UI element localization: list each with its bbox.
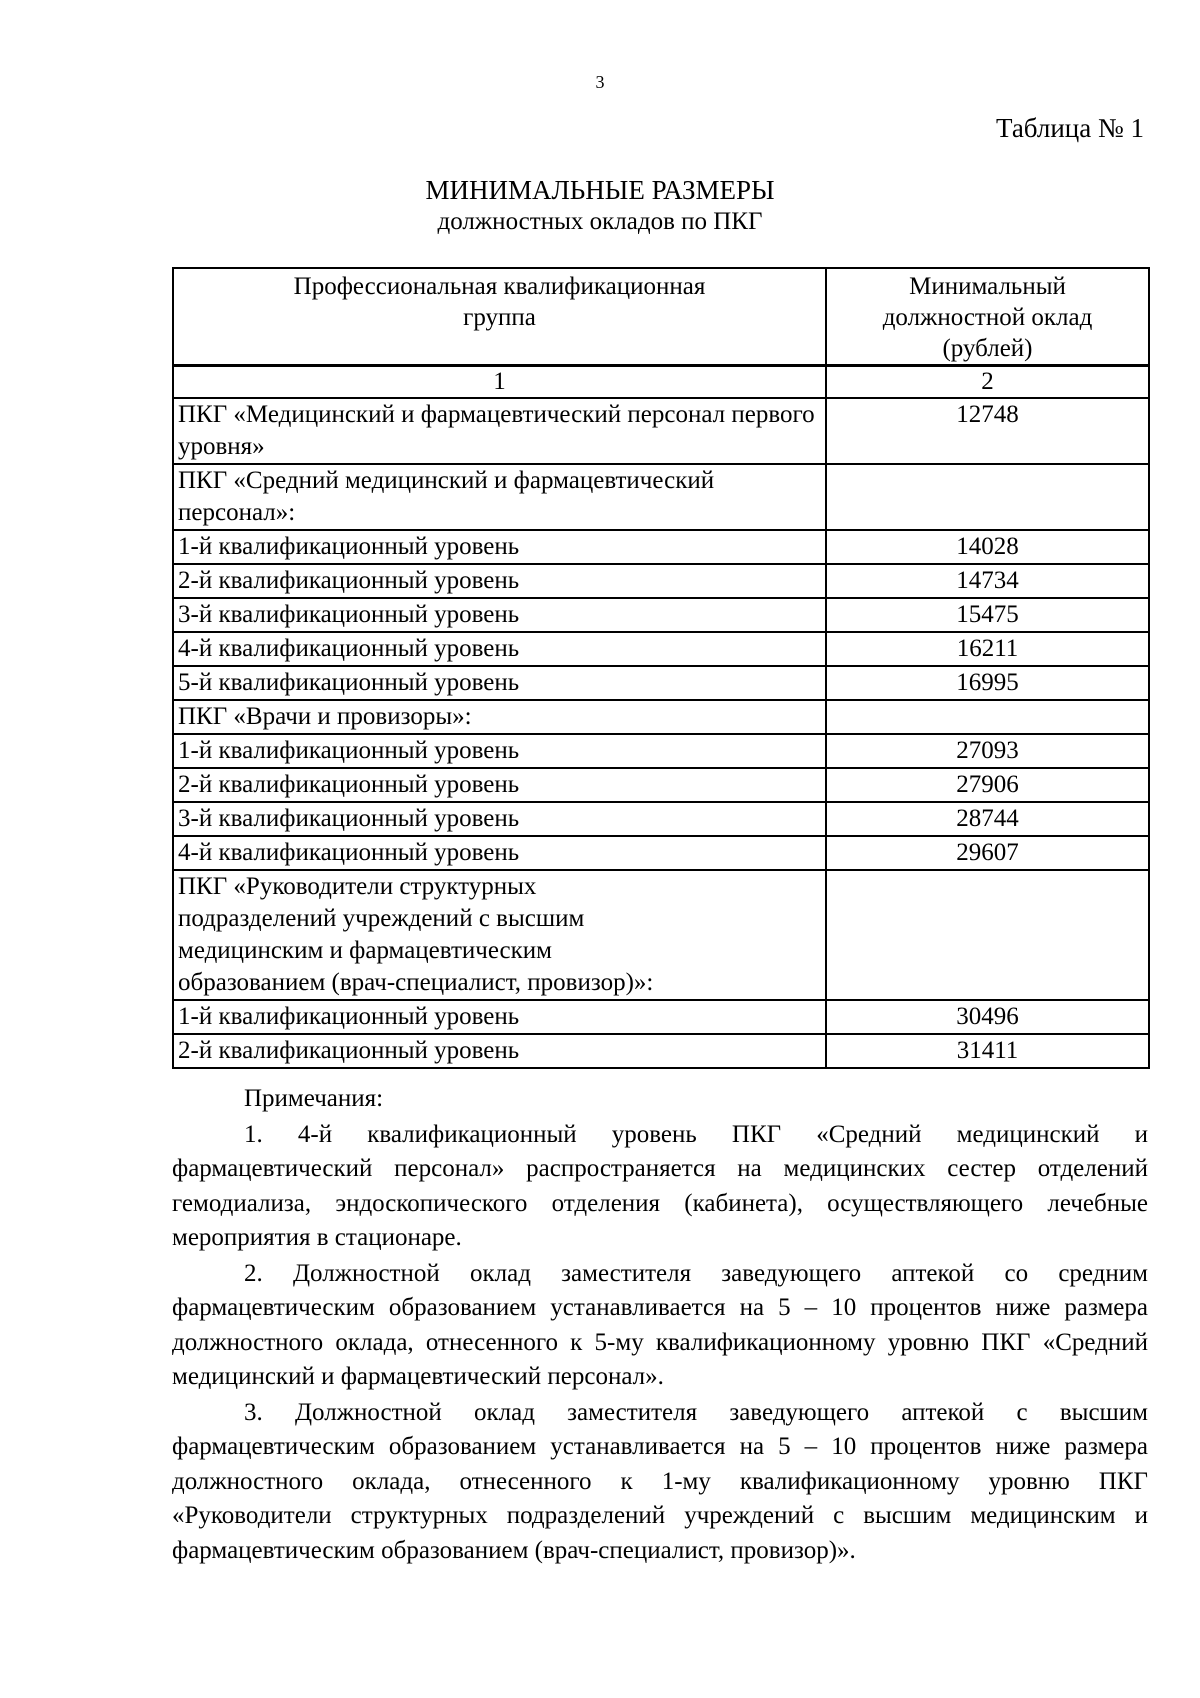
salary-cell: 30496 <box>826 1000 1149 1034</box>
table-row <box>173 530 1149 564</box>
salary-cell <box>826 870 1149 1000</box>
table-header-row <box>173 268 1149 366</box>
table-label: Таблица № 1 <box>996 113 1144 143</box>
page-number: 3 <box>595 72 605 92</box>
salary-cell: 14028 <box>826 530 1149 564</box>
table-row <box>173 870 1149 1000</box>
salary-cell: 16211 <box>826 632 1149 666</box>
note-item: 3. Должностной оклад заместителя заведующего аптекой с высшим фармацевтическим образованием устанавливается на 5 – 10 процентов ниже размера должностного оклада, отнесенного к 1-му квалификационному уровню ПКГ «Руководители структурных подразделений учреждений с высшим медицинским и фармацевтическим образованием (врач-специалист, провизор)». <box>172 1398 1148 1564</box>
table-row <box>173 1000 1149 1034</box>
table-row <box>173 734 1149 768</box>
table-row <box>173 598 1149 632</box>
group-cell: 1-й квалификационный уровень <box>173 530 826 564</box>
notes-title: Примечания: <box>244 1085 384 1112</box>
header-salary-column: Минимальный должностной оклад (рублей) <box>826 268 1149 366</box>
table-row <box>173 464 1149 530</box>
document-subtitle: должностных окладов по ПКГ <box>437 208 763 235</box>
salary-cell: 15475 <box>826 598 1149 632</box>
column-number-1: 1 <box>173 366 826 399</box>
salary-cell: 29607 <box>826 836 1149 870</box>
group-cell: 2-й квалификационный уровень <box>173 1034 826 1068</box>
notes-section <box>172 1082 1148 1569</box>
table-row <box>173 564 1149 598</box>
group-cell: 4-й квалификационный уровень <box>173 836 826 870</box>
salary-cell: 16995 <box>826 666 1149 700</box>
table-row <box>173 768 1149 802</box>
table-row <box>173 700 1149 734</box>
column-number-row <box>173 366 1149 399</box>
document-title: МИНИМАЛЬНЫЕ РАЗМЕРЫ <box>425 175 775 205</box>
salary-cell: 14734 <box>826 564 1149 598</box>
group-cell: 1-й квалификационный уровень <box>173 734 826 768</box>
group-cell: ПКГ «Медицинский и фармацевтический персонал первого уровня» <box>173 398 826 464</box>
salary-cell: 31411 <box>826 1034 1149 1068</box>
salary-cell: 27093 <box>826 734 1149 768</box>
salary-cell <box>826 700 1149 734</box>
group-cell: ПКГ «Средний медицинский и фармацевтический персонал»: <box>173 464 826 530</box>
group-cell: 1-й квалификационный уровень <box>173 1000 826 1034</box>
salary-cell <box>826 464 1149 530</box>
group-cell: ПКГ «Руководители структурных подразделений учреждений с высшим медицинским и фармацевтическим образованием (врач-специалист, провизор)»: <box>173 870 826 1000</box>
note-item: 1. 4-й квалификационный уровень ПКГ «Средний медицинский и фармацевтический персонал» распространяется на медицинских сестер отделений гемодиализа, эндоскопического отделения (кабинета), осуществляющего лечебные мероприятия в стационаре. <box>172 1120 1148 1251</box>
group-cell: 2-й квалификационный уровень <box>173 768 826 802</box>
table-row <box>173 1034 1149 1068</box>
note-item: 2. Должностной оклад заместителя заведующего аптекой со средним фармацевтическим образованием устанавливается на 5 – 10 процентов ниже размера должностного оклада, отнесенного к 5-му квалификационному уровню ПКГ «Средний медицинский и фармацевтический персонал». <box>172 1259 1148 1390</box>
group-cell: 4-й квалификационный уровень <box>173 632 826 666</box>
column-number-2: 2 <box>826 366 1149 399</box>
group-cell: 3-й квалификационный уровень <box>173 598 826 632</box>
salary-table <box>172 267 1150 1069</box>
group-cell: 5-й квалификационный уровень <box>173 666 826 700</box>
salary-cell: 28744 <box>826 802 1149 836</box>
table-row <box>173 836 1149 870</box>
salary-cell: 12748 <box>826 398 1149 464</box>
group-cell: 3-й квалификационный уровень <box>173 802 826 836</box>
table-row <box>173 802 1149 836</box>
table-row <box>173 666 1149 700</box>
group-cell: ПКГ «Врачи и провизоры»: <box>173 700 826 734</box>
salary-cell: 27906 <box>826 768 1149 802</box>
table-row <box>173 632 1149 666</box>
group-cell: 2-й квалификационный уровень <box>173 564 826 598</box>
table-row <box>173 398 1149 464</box>
header-group-column: Профессиональная квалификационная группа <box>173 268 826 366</box>
